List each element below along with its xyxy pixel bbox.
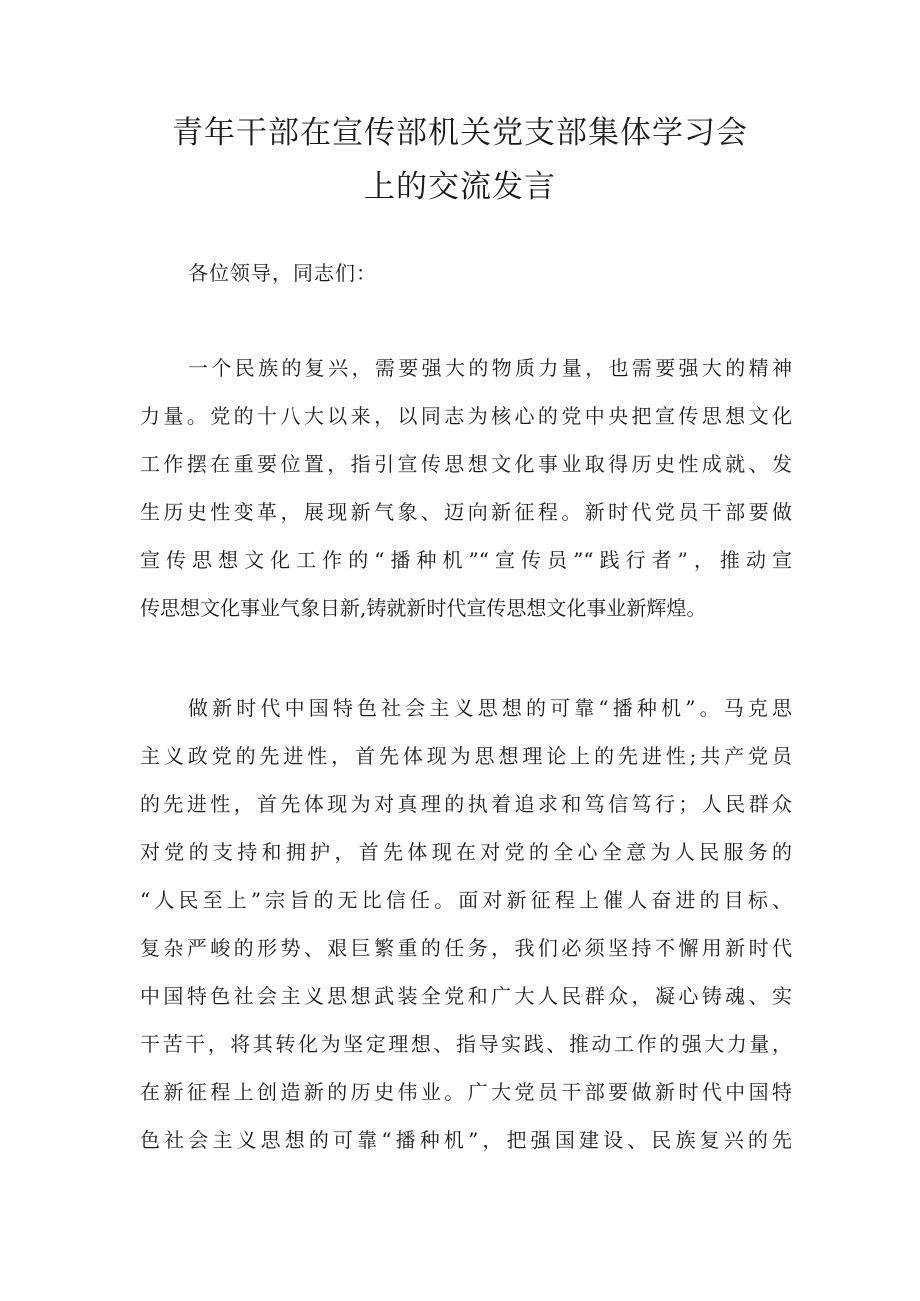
title-line: 青年干部在宣传部机关党支部集体学习会 xyxy=(172,115,748,151)
paragraph-line: 生历史性变革，展现新气象、迈向新征程。新时代党员干部要做 xyxy=(140,500,792,524)
salutation: 各位领导，同志们： xyxy=(188,261,377,285)
paragraph-line: 一个民族的复兴，需要强大的物质力量，也需要强大的精神 xyxy=(188,356,792,380)
document-title xyxy=(100,106,820,214)
paragraph-line: 宣传思想文化工作的“播种机”“宣传员”“践行者”，推动宣 xyxy=(140,548,792,572)
paragraph-line: 力量。党的十八大以来，以同志为核心的党中央把宣传思想文化 xyxy=(140,404,792,428)
title-line: 上的交流发言 xyxy=(364,169,556,205)
body-paragraph xyxy=(140,684,792,1164)
paragraph-line: 中国特色社会主义思想武装全党和广大人民群众，凝心铸魂、实 xyxy=(140,984,792,1008)
paragraph-line: 对党的支持和拥护，首先体现在对党的全心全意为人民服务的 xyxy=(140,840,792,864)
paragraph-line: 主义政党的先进性，首先体现为思想理论上的先进性;共产党员 xyxy=(140,744,792,768)
paragraph-line: 做新时代中国特色社会主义思想的可靠“播种机”。马克思 xyxy=(188,696,792,720)
paragraph-line: 传思想文化事业气象日新,铸就新时代宣传思想文化事业新辉煌。 xyxy=(140,596,707,620)
paragraph-line: 复杂严峻的形势、艰巨繁重的任务，我们必须坚持不懈用新时代 xyxy=(140,936,792,960)
paragraph-line: 的先进性，首先体现为对真理的执着追求和笃信笃行；人民群众 xyxy=(140,792,792,816)
body-paragraph xyxy=(140,344,792,632)
paragraph-line: “人民至上”宗旨的无比信任。面对新征程上催人奋进的目标、 xyxy=(140,888,792,912)
paragraph-line: 色社会主义思想的可靠“播种机”，把强国建设、民族复兴的先 xyxy=(140,1128,792,1152)
paragraph-line: 在新征程上创造新的历史伟业。广大党员干部要做新时代中国特 xyxy=(140,1080,792,1104)
paragraph-line: 干苦干，将其转化为坚定理想、指导实践、推动工作的强大力量， xyxy=(140,1032,792,1056)
paragraph-line: 工作摆在重要位置，指引宣传思想文化事业取得历史性成就、发 xyxy=(140,452,792,476)
